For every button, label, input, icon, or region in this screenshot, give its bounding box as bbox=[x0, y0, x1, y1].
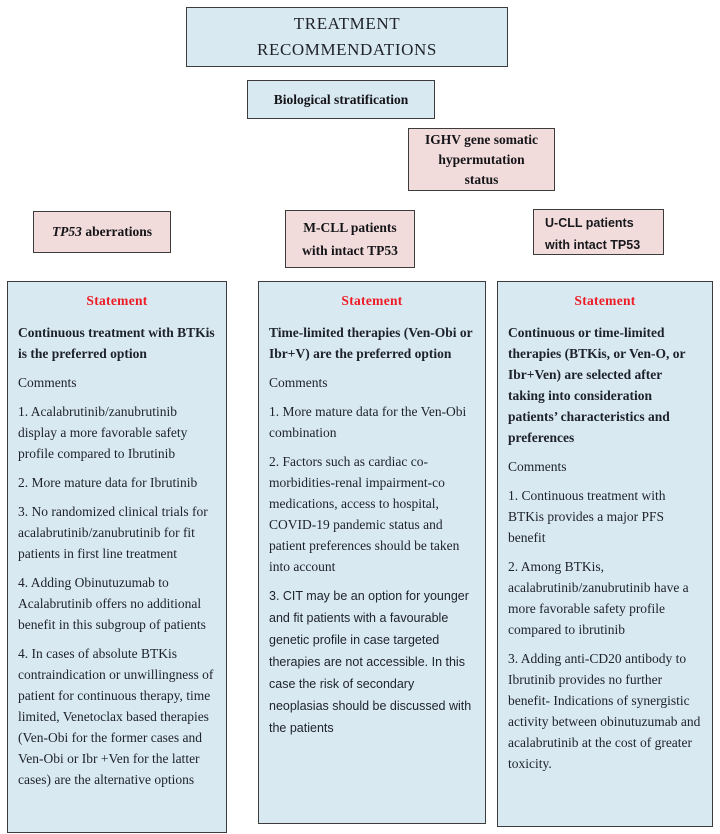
biological-stratification-label: Biological stratification bbox=[273, 91, 409, 107]
statement-text: Continuous treatment with BTKis is the preferred option bbox=[18, 325, 215, 361]
comment-item: 3. CIT may be an option for younger and fit patients with a favourable genetic profile in case targeted therapies are not accessible. In this case the risk of secondary neoplasias should be discussed with the patients bbox=[269, 589, 472, 735]
comments-label: Comments bbox=[269, 375, 328, 390]
statement-text: Continuous or time-limited therapies (BTKis, or Ven-O, or Ibr+Ven) are selected after taking into consideration patients’ characteristics and preferences bbox=[508, 325, 686, 445]
title-box bbox=[186, 7, 508, 67]
comment-item: 1. Continuous treatment with BTKis provides a major PFS benefit bbox=[508, 488, 666, 545]
comment-item: 1. More mature data for the Ven-Obi combination bbox=[269, 404, 467, 440]
statement-column-ucll bbox=[497, 281, 713, 827]
biological-stratification-box bbox=[247, 80, 435, 119]
comment-item: 4. Adding Obinutuzumab to Acalabrutinib offers no additional benefit in this subgroup of patients bbox=[18, 575, 206, 632]
mcll-patients-box bbox=[285, 210, 415, 268]
comment-item: 2. Factors such as cardiac co-morbidities-renal impairment-co medications, access to hospital, COVID-19 pandemic status and patient preferences should be taken into account bbox=[269, 454, 460, 574]
ucll-patients-label: U-CLL patients with intact TP53 bbox=[545, 216, 641, 252]
tp53-gene-name: TP53 bbox=[51, 224, 82, 239]
statement-column-mcll bbox=[258, 281, 486, 824]
comment-item: 4. In cases of absolute BTKis contraindication or unwillingness of patient for continuous therapy, time limited, Venetoclax based therapies (Ven-Obi for the former cases and Ven-Obi or Ibr +Ven for the latter cases) are the alternative options bbox=[18, 646, 214, 787]
comment-item: 3. No randomized clinical trials for acalabrutinib/zanubrutinib for fit patients in first line treatment bbox=[18, 504, 208, 561]
ucll-patients-box bbox=[533, 209, 664, 255]
comments-label: Comments bbox=[18, 375, 77, 390]
mcll-patients-label: M-CLL patients with intact TP53 bbox=[302, 220, 398, 258]
ighv-status-label: IGHV gene somatic hypermutation status bbox=[425, 131, 538, 187]
tp53-aberrations-suffix: aberrations bbox=[81, 224, 153, 239]
comment-item: 2. Among BTKis, acalabrutinib/zanubrutinib have a more favorable safety profile compared to ibrutinib bbox=[508, 559, 689, 637]
statement-text: Time-limited therapies (Ven-Obi or Ibr+V) are the preferred option bbox=[269, 325, 473, 361]
statement-heading: Statement bbox=[86, 293, 148, 308]
comment-item: 3. Adding anti-CD20 antibody to Ibrutinib provides no further benefit- Indications of synergistic activity between obinutuzumab and acalabrutinib at the cost of greater toxicity. bbox=[508, 651, 701, 771]
comment-item: 2. More mature data for Ibrutinib bbox=[18, 475, 198, 490]
page-title: TREATMENT RECOMMENDATIONS bbox=[257, 14, 437, 59]
statement-heading: Statement bbox=[341, 293, 403, 308]
tp53-aberrations-box bbox=[33, 211, 171, 253]
comments-label: Comments bbox=[508, 459, 567, 474]
statement-heading: Statement bbox=[574, 293, 636, 308]
comment-item: 1. Acalabrutinib/zanubrutinib display a more favorable safety profile compared to Ibrutinib bbox=[18, 404, 188, 461]
ighv-status-box bbox=[408, 128, 555, 191]
statement-column-tp53 bbox=[7, 281, 227, 833]
tp53-aberrations-label bbox=[52, 224, 152, 240]
